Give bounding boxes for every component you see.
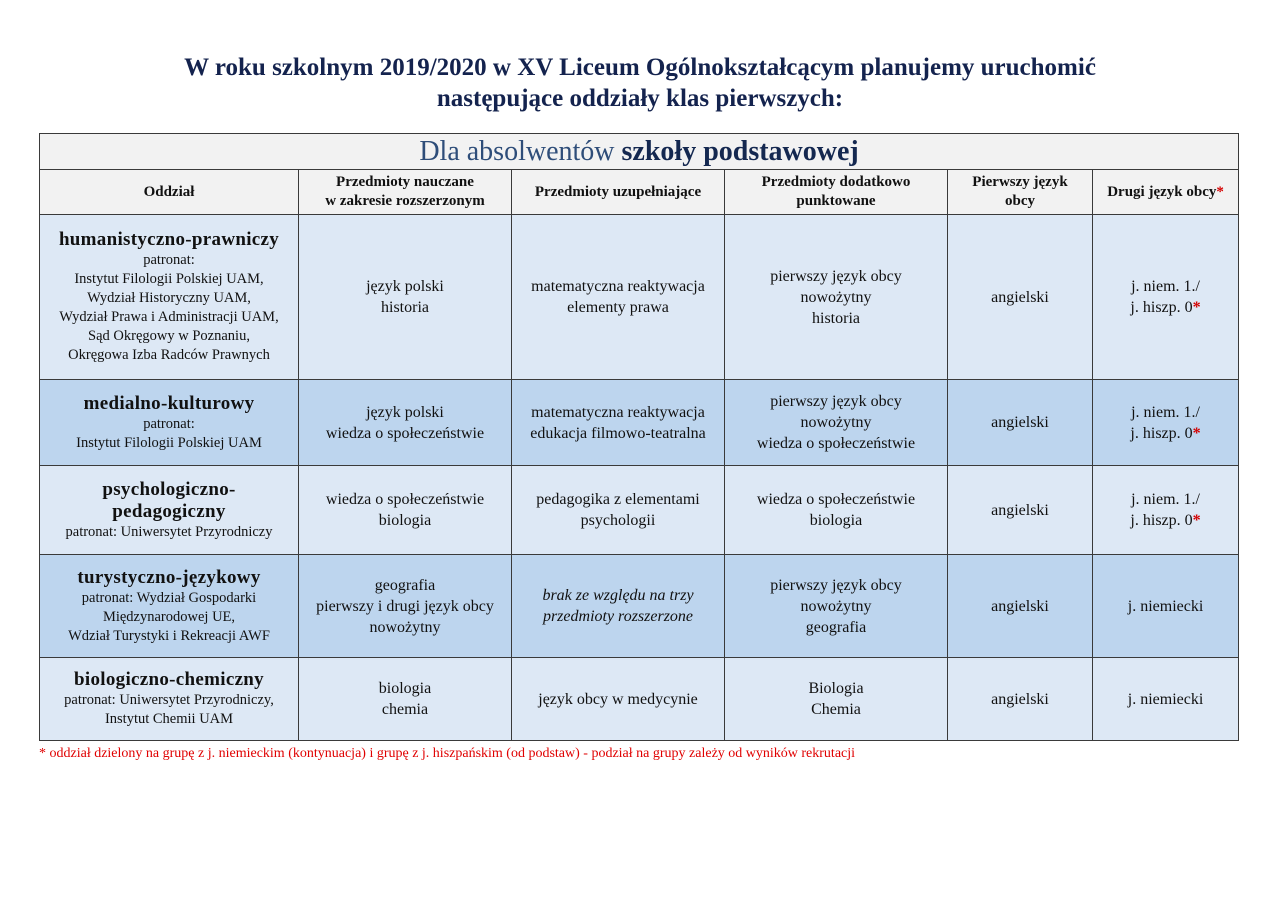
header-oddzial — [40, 170, 299, 215]
subject: psychologii — [580, 512, 656, 529]
cell-pierwszy — [948, 658, 1093, 741]
header-dodatkowo-line-1: Przedmioty dodatkowo — [761, 174, 911, 190]
header-rozszerzone-line-2: w zakresie rozszerzonym — [325, 193, 485, 209]
subject: nowożytny — [369, 618, 441, 636]
subject: wiedza o społeczeństwie — [325, 424, 485, 442]
subject: język polski — [366, 403, 444, 421]
subject: wiedza o społeczeństwie — [325, 491, 485, 508]
cell-drugi — [1093, 466, 1239, 555]
header-pierwszy-line-1: Pierwszy język — [972, 174, 1068, 190]
cell-dodatkowo — [725, 466, 948, 555]
language: angielski — [991, 288, 1049, 306]
subject: pierwszy język obcy — [770, 267, 902, 285]
subject: pedagogika z elementami — [536, 491, 700, 508]
cell-rozszerzone — [299, 555, 512, 658]
cell-oddzial — [40, 658, 299, 741]
language: angielski — [991, 501, 1049, 519]
language: angielski — [991, 414, 1049, 431]
cell-dodatkowo — [725, 555, 948, 658]
cell-pierwszy — [948, 555, 1093, 658]
subject: nowożytny — [800, 288, 872, 306]
patronat-line: Instytut Filologii Polskiej UAM, — [74, 271, 264, 287]
banner-row — [40, 134, 1239, 170]
title-line-1: W roku szkolnym 2019/2020 w XV Liceum Ogólnokształcącym planujemy uruchomić — [184, 54, 1096, 81]
banner-emphasis: szkoły podstawowej — [621, 135, 859, 167]
patronat-line: Instytut Filologii Polskiej UAM — [76, 434, 262, 451]
footnote: * oddział dzielony na grupę z j. niemieckim (kontynuacja) i grupę z j. hiszpańskim (od podstaw) - podział na grupy zależy od wyników rekrutacji — [39, 746, 856, 761]
language: j. hiszp. 0 — [1130, 424, 1193, 442]
cell-oddzial — [40, 215, 299, 380]
class-name: humanistyczno-prawniczy — [58, 229, 280, 250]
subject: język polski — [366, 278, 444, 295]
language: angielski — [991, 597, 1049, 615]
page-title — [0, 52, 1280, 114]
cell-oddzial — [40, 380, 299, 466]
footnote-star: * — [1192, 512, 1201, 529]
table-row — [40, 215, 1239, 380]
header-pierwszy-line-2: obcy — [1005, 193, 1035, 209]
subject: biologia — [809, 512, 863, 529]
subject: wiedza o społeczeństwie — [756, 491, 916, 508]
cell-pierwszy — [948, 380, 1093, 466]
banner-cell — [40, 134, 1239, 170]
subject: pierwszy i drugi język obcy — [316, 597, 494, 615]
subject: elementy prawa — [567, 299, 669, 316]
language: j. hiszp. 0 — [1130, 512, 1193, 529]
cell-drugi — [1093, 380, 1239, 466]
header-drugi — [1093, 170, 1239, 215]
header-rozszerzone — [299, 170, 512, 215]
title-line-2: następujące oddziały klas pierwszych: — [436, 85, 844, 112]
footnote-star: * — [1192, 299, 1201, 316]
subject: matematyczna reaktywacja — [531, 403, 705, 421]
footnote-star: * — [1192, 424, 1201, 442]
cell-rozszerzone — [299, 466, 512, 555]
cell-rozszerzone — [299, 380, 512, 466]
patronat-line: Sąd Okręgowy w Poznaniu, — [88, 328, 250, 344]
table-row — [40, 555, 1239, 658]
subject: edukacja filmowo-teatralna — [530, 424, 706, 442]
cell-rozszerzone — [299, 215, 512, 380]
patronat-line: Międzynarodowej UE, — [102, 608, 236, 625]
language: j. niemiecki — [1127, 690, 1204, 708]
subject: geografia — [805, 618, 867, 636]
header-dodatkowo — [725, 170, 948, 215]
subject: nowożytny — [800, 597, 872, 615]
subject: pierwszy język obcy — [770, 576, 902, 594]
patronat-line: patronat: Uniwersytet Przyrodniczy — [65, 523, 273, 540]
language: j. niemiecki — [1127, 597, 1204, 615]
subject: chemia — [381, 701, 429, 718]
cell-oddzial — [40, 555, 299, 658]
patronat-line: Wdział Turystyki i Rekreacji AWF — [68, 627, 270, 644]
language: j. hiszp. 0 — [1130, 299, 1193, 316]
header-drugi-label: Drugi język obcy — [1107, 183, 1217, 200]
cell-drugi — [1093, 658, 1239, 741]
subject: biologia — [378, 512, 432, 529]
class-name-line-2: pedagogiczny — [112, 500, 226, 522]
patronat-line: Wydział Prawa i Administracji UAM, — [59, 309, 279, 325]
subject: matematyczna reaktywacja — [531, 278, 705, 295]
subject: historia — [381, 299, 429, 316]
patronat-line: Okręgowa Izba Radców Prawnych — [68, 347, 270, 363]
header-uzupelniajace — [512, 170, 725, 215]
cell-uzupelniajace — [512, 658, 725, 741]
subject: brak ze względu na trzy — [542, 587, 694, 604]
class-name-line-1: psychologiczno- — [102, 478, 236, 500]
header-uzupelniajace-label: Przedmioty uzupełniające — [534, 183, 702, 200]
subject: przedmioty rozszerzone — [542, 608, 694, 625]
cell-uzupelniajace — [512, 466, 725, 555]
cell-uzupelniajace — [512, 380, 725, 466]
language: j. niem. 1./ — [1131, 278, 1200, 295]
subject: biologia — [378, 680, 432, 697]
cell-oddzial — [40, 466, 299, 555]
table-row — [40, 466, 1239, 555]
table-row — [40, 380, 1239, 466]
subject: wiedza o społeczeństwie — [756, 435, 916, 452]
class-name: biologiczno-chemiczny — [74, 669, 264, 690]
patronat-line: patronat: — [143, 415, 195, 432]
patronat-line: patronat: Wydział Gospodarki — [81, 589, 257, 606]
subject: historia — [812, 309, 860, 327]
language: angielski — [991, 690, 1049, 708]
cell-uzupelniajace — [512, 215, 725, 380]
patronat-line: patronat: Uniwersytet Przyrodniczy, — [64, 692, 274, 708]
cell-pierwszy — [948, 215, 1093, 380]
header-drugi-star: * — [1216, 183, 1224, 200]
class-name: turystyczno-językowy — [77, 566, 261, 588]
language: j. niem. 1./ — [1131, 491, 1200, 508]
language: j. niem. 1./ — [1131, 403, 1200, 421]
subject: nowożytny — [800, 414, 872, 431]
subject: Chemia — [811, 701, 861, 718]
cell-dodatkowo — [725, 658, 948, 741]
subject: język obcy w medycynie — [538, 690, 698, 708]
patronat-line: patronat: — [143, 252, 195, 268]
cell-pierwszy — [948, 466, 1093, 555]
subject: pierwszy język obcy — [770, 393, 902, 410]
cell-dodatkowo — [725, 215, 948, 380]
header-pierwszy — [948, 170, 1093, 215]
header-oddzial-label: Oddział — [143, 183, 195, 200]
cell-rozszerzone — [299, 658, 512, 741]
class-plan-table — [39, 133, 1239, 741]
cell-drugi — [1093, 555, 1239, 658]
cell-uzupelniajace — [512, 555, 725, 658]
cell-dodatkowo — [725, 380, 948, 466]
table-row — [40, 658, 1239, 741]
cell-drugi — [1093, 215, 1239, 380]
banner-prefix: Dla absolwentów — [419, 135, 622, 167]
header-row — [40, 170, 1239, 215]
subject: geografia — [374, 576, 436, 594]
header-rozszerzone-line-1: Przedmioty nauczane — [336, 174, 474, 190]
class-name: medialno-kulturowy — [83, 392, 255, 414]
subject: Biologia — [808, 680, 864, 697]
header-dodatkowo-line-2: punktowane — [796, 193, 876, 209]
patronat-line: Instytut Chemii UAM — [104, 711, 234, 727]
patronat-line: Wydział Historyczny UAM, — [87, 290, 251, 306]
